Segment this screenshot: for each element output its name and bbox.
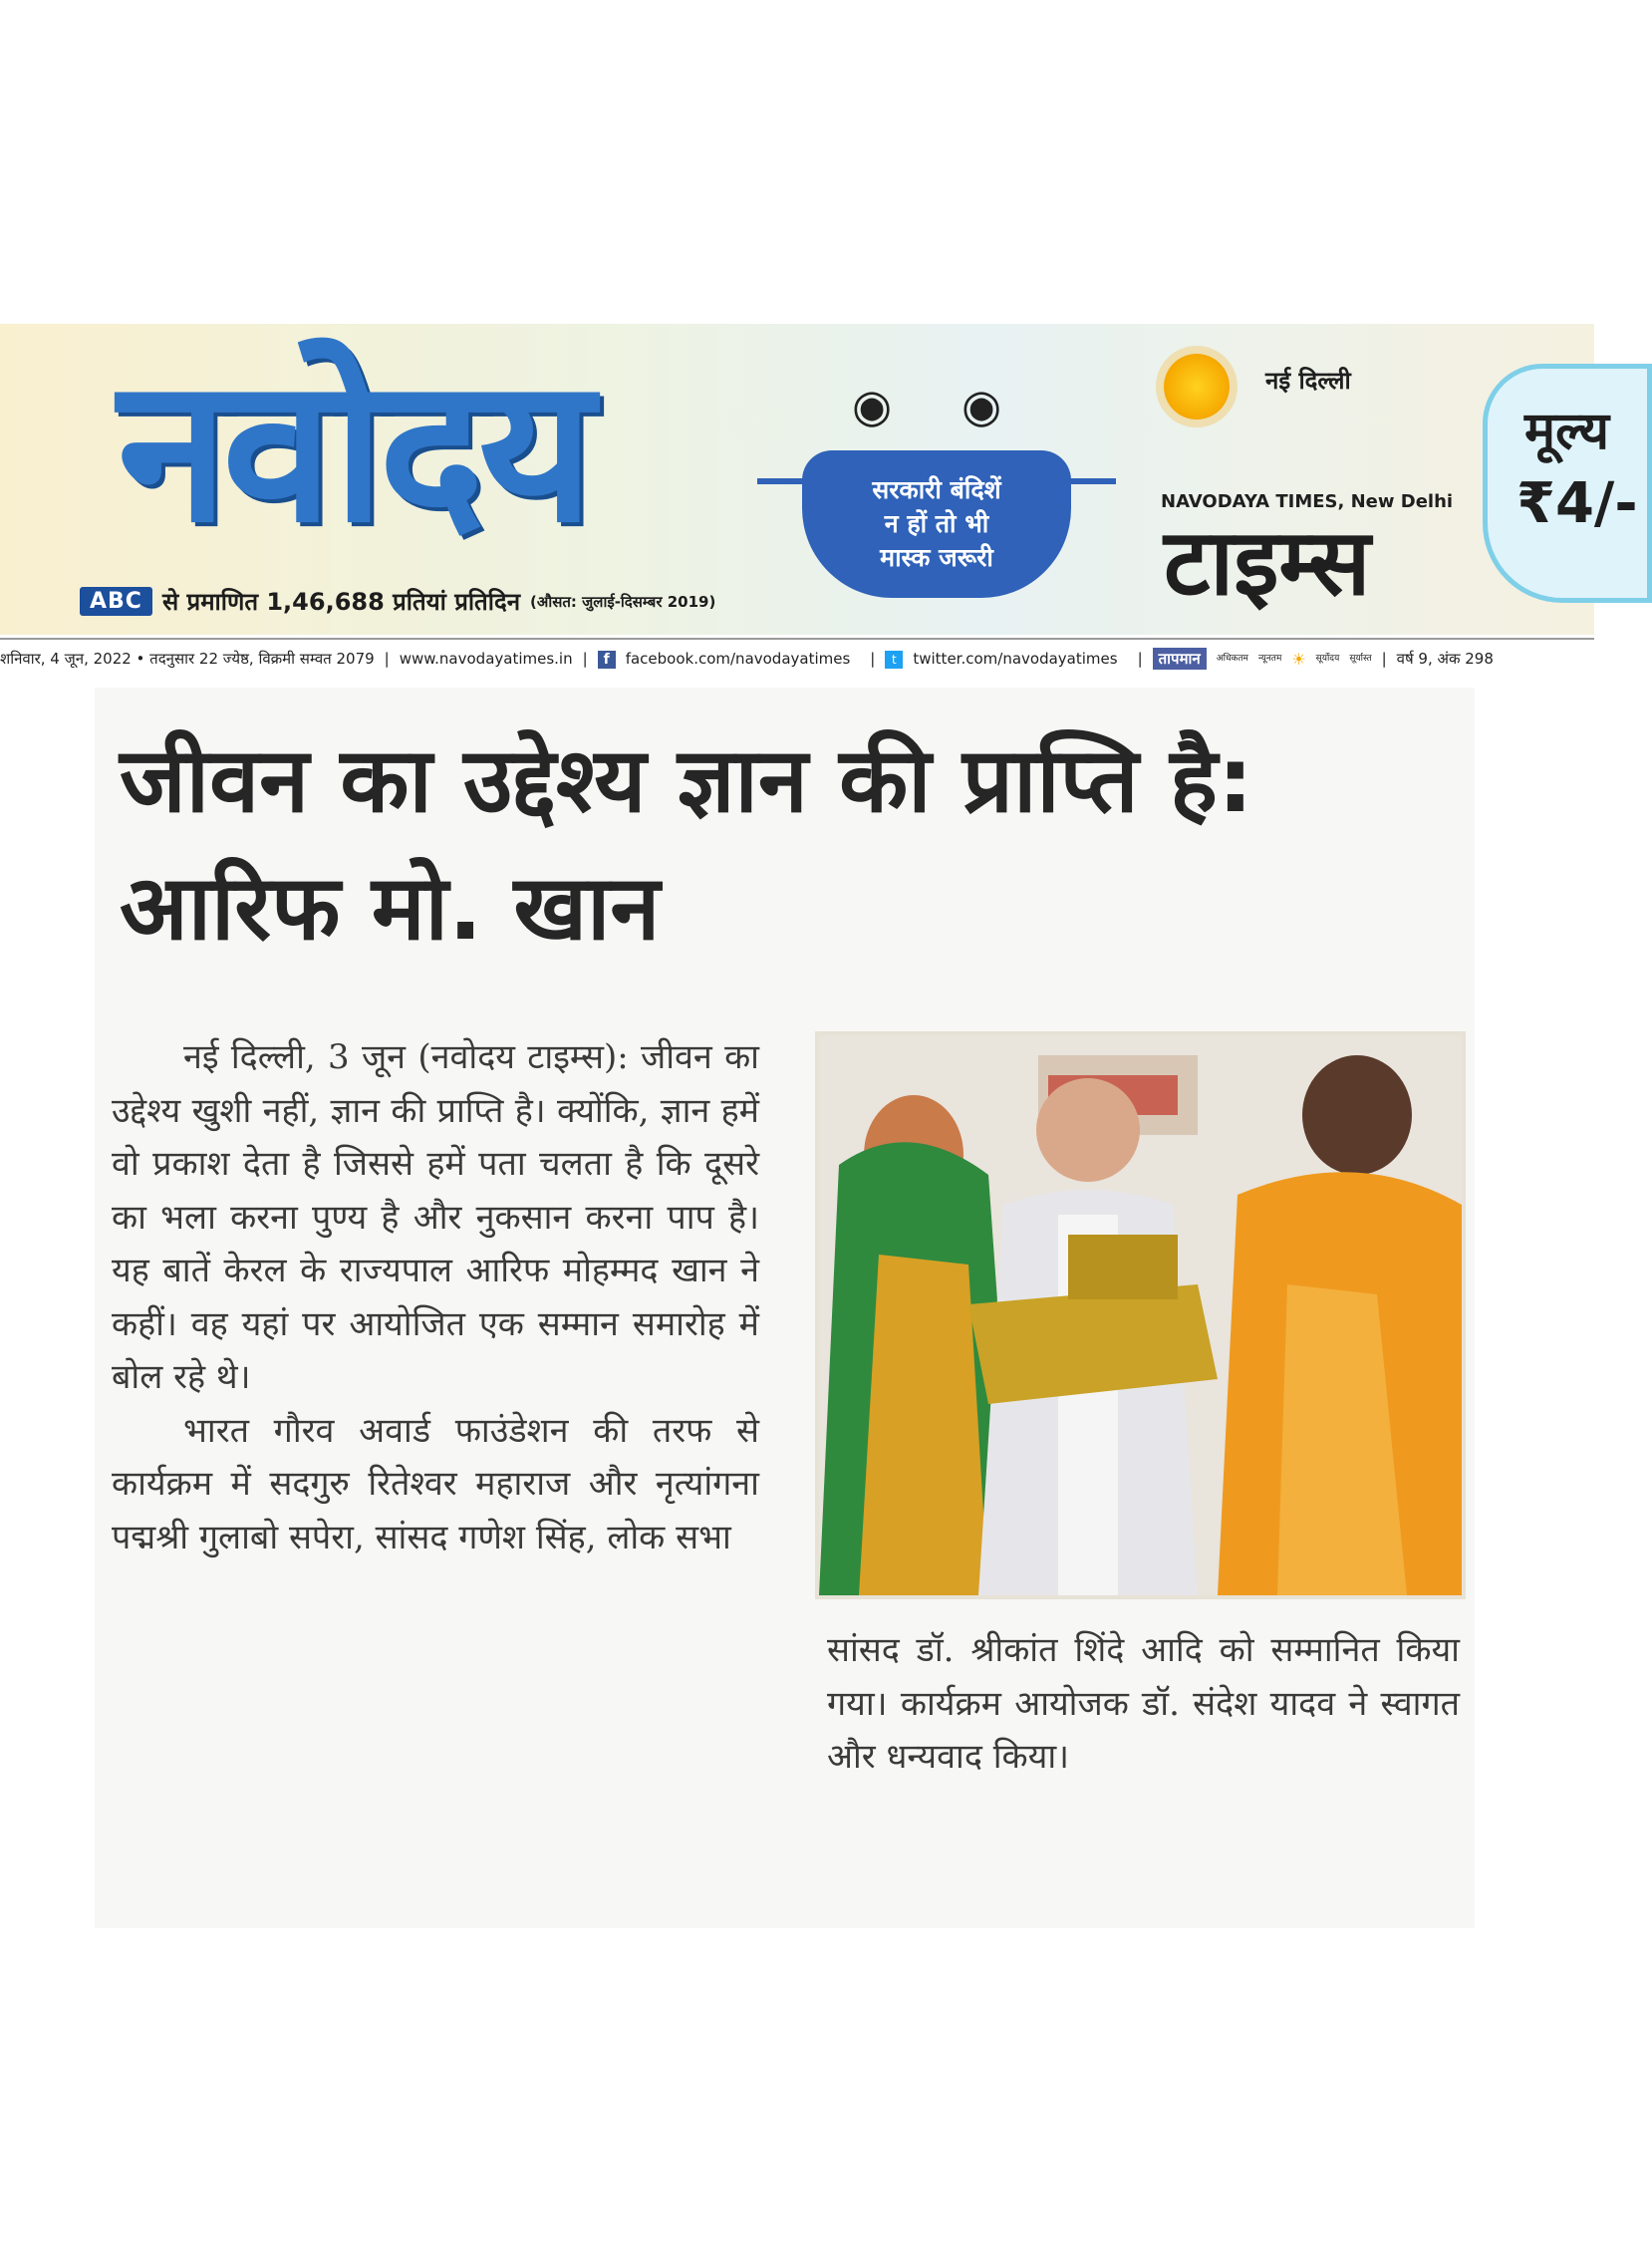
temp-min: न्यूनतम xyxy=(1257,654,1282,664)
mask-illustration xyxy=(777,359,1096,608)
mask-text-line3: मास्क जरूरी xyxy=(880,543,993,572)
eye-icon: ◉ xyxy=(962,379,1002,432)
sun-small-icon: ☀ xyxy=(1291,649,1306,669)
facebook-link[interactable]: f facebook.com/navodayatimes xyxy=(598,650,861,669)
article-column-right xyxy=(827,1624,1460,1785)
price-value: ₹4/- xyxy=(1516,471,1638,536)
eye-icon: ◉ xyxy=(852,379,893,432)
mask-strap-left xyxy=(757,478,807,484)
twitter-icon: t xyxy=(885,651,903,669)
event-photo xyxy=(815,1031,1466,1599)
article-headline: जीवन का उद्देश्य ज्ञान की प्राप्ति है: आरिफ मो. खान xyxy=(120,728,1253,961)
award-ceremony-image xyxy=(819,1035,1462,1595)
article-paragraph: भारत गौरव अवार्ड फाउंडेशन की तरफ से कार्यक्रम में सदगुरु रितेश्वर महाराज और नृत्यांगना पद्मश्री गुलाबो सपेरा, सांसद गणेश सिंह, लोक सभा xyxy=(112,1410,759,1557)
masthead xyxy=(0,324,1638,635)
sunrise: सूर्योदय xyxy=(1315,654,1340,664)
temperature-label: तापमान xyxy=(1153,648,1207,670)
circulation-text: से प्रमाणित 1,46,688 प्रतियां प्रतिदिन xyxy=(161,588,521,616)
facebook-icon: f xyxy=(598,651,616,669)
website-link[interactable]: www.navodayatimes.in xyxy=(399,650,573,668)
circulation-line xyxy=(80,585,715,618)
info-strip: शनिवार, 4 जून, 2022 • तदनुसार 22 ज्येष्ठ, विक्रमी सम्वत 2079 | www.navodayatimes.in | f facebook.com/navodayatimes | t twitter.com/navodayatimes | तापमान अधिकतम न्यूनतम ☀ सूर्योदय सूर्यास्त | वर्ष 9, अंक 298 xyxy=(0,638,1594,678)
mask-text-line2: न हों तो भी xyxy=(884,509,989,538)
abc-logo: ABC xyxy=(80,587,152,616)
article-paragraph: नई दिल्ली, 3 जून (नवोदय टाइम्स): जीवन का उद्देश्य खुशी नहीं, ज्ञान की प्राप्ति है। क्योंकि, ज्ञान हमें वो प्रकाश देता है जिससे हमें पता चलता है कि दूसरे का भला करना पुण्य है और नुकसान करना पाप है। यह बातें केरल के राज्यपाल आरिफ मोहम्मद खान ने कहीं। वह यहां पर आयोजित एक सम्मान समारोह में बोल रहे थे। xyxy=(112,1037,759,1397)
newspaper-logo: नवोदय xyxy=(118,335,589,567)
mask-strap-right xyxy=(1066,478,1116,484)
price-label: मूल्य xyxy=(1524,402,1610,461)
mask-icon xyxy=(802,450,1071,598)
sunset: सूर्यास्त xyxy=(1349,654,1372,664)
times-wordmark: टाइम्स xyxy=(1164,509,1371,616)
twitter-link[interactable]: t twitter.com/navodayatimes xyxy=(885,650,1127,669)
edition-city: नई दिल्ली xyxy=(1265,367,1351,395)
volume-issue: वर्ष 9, अंक 298 xyxy=(1396,650,1494,668)
article-column-left xyxy=(112,1031,759,1564)
article-paragraph: सांसद डॉ. श्रीकांत शिंदे आदि को सम्मानित किया गया। कार्यक्रम आयोजक डॉ. संदेश यादव ने स्वागत और धन्यवाद किया। xyxy=(827,1630,1460,1777)
english-name: NAVODAYA TIMES, New Delhi xyxy=(1161,491,1454,512)
mask-text-line1: सरकारी बंदिशें xyxy=(872,475,1001,504)
issue-date: शनिवार, 4 जून, 2022 • तदनुसार 22 ज्येष्ठ, विक्रमी सम्वत 2079 xyxy=(0,650,375,668)
temp-max: अधिकतम xyxy=(1216,654,1248,664)
sun-icon xyxy=(1164,354,1230,420)
circulation-note: (औसत: जुलाई-दिसम्बर 2019) xyxy=(530,592,716,611)
